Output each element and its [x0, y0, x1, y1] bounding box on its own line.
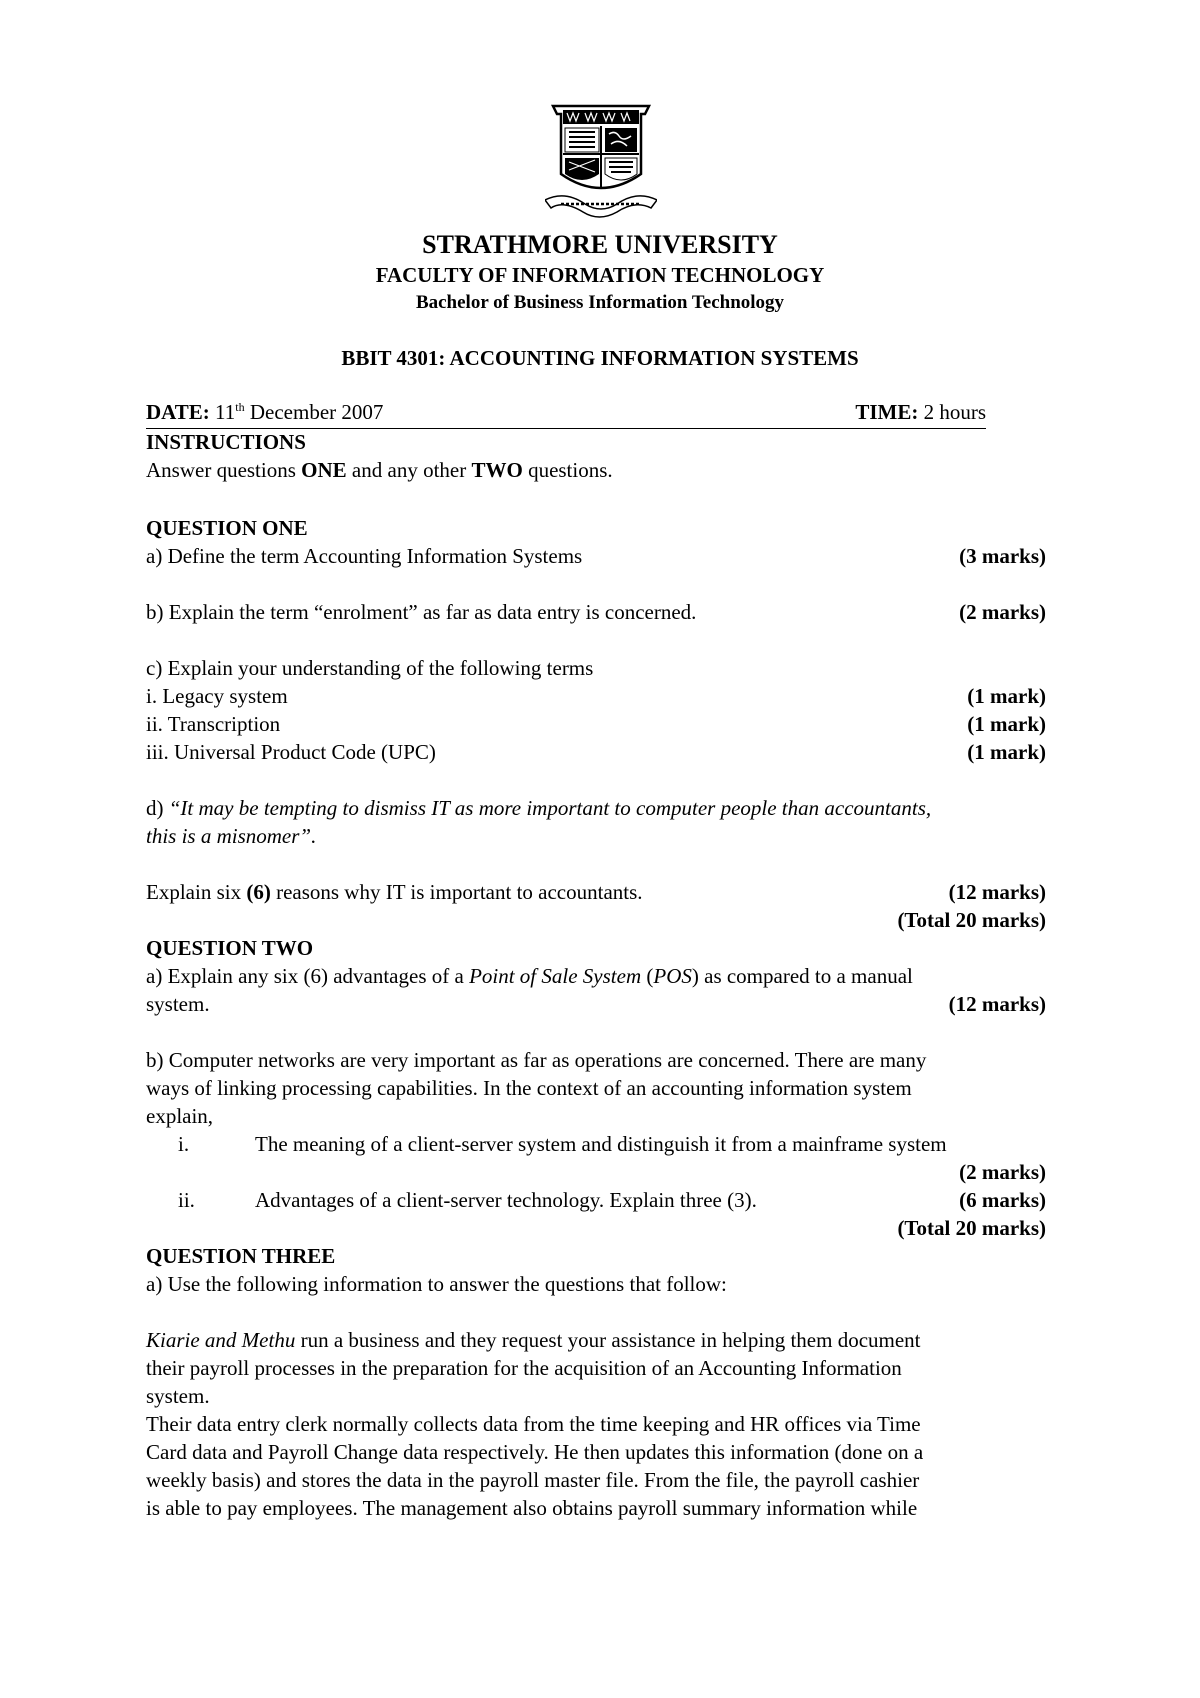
instructions-heading: INSTRUCTIONS: [146, 430, 306, 454]
q2-b1-number: i.: [178, 1132, 190, 1156]
programme-name: Bachelor of Business Information Technology: [415, 292, 785, 313]
q2-b-line1: b) Computer networks are very important as far as operations are concerned. There are many: [146, 1048, 927, 1072]
q1-c3-marks: (1 mark): [967, 740, 1046, 764]
date-time-line: [146, 400, 986, 429]
university-name: STRATHMORE UNIVERSITY: [422, 230, 778, 259]
q2-a-line1: a) Explain any six (6) advantages of a Point of Sale System (POS) as compared to a manual: [146, 964, 913, 988]
q1-b-text: b) Explain the term “enrolment” as far as data entry is concerned.: [146, 600, 697, 624]
faculty-name: FACULTY OF INFORMATION TECHNOLOGY: [375, 263, 825, 287]
q1-a-marks: (3 marks): [959, 544, 1046, 568]
q2-b2-text: Advantages of a client-server technology. Explain three (3).: [255, 1188, 757, 1212]
q3-paragraph2-line3: weekly basis) and stores the data in the payroll master file. From the file, the payroll cashier: [146, 1468, 920, 1492]
q1-c3-text: iii. Universal Product Code (UPC): [146, 740, 436, 764]
q2-b1-marks: (2 marks): [959, 1160, 1046, 1184]
q1-d-quote-line1: d) “It may be tempting to dismiss IT as more important to computer people than accountants,: [146, 796, 932, 820]
q2-a-marks: (12 marks): [948, 992, 1046, 1016]
q1-c2-marks: (1 mark): [967, 712, 1046, 736]
q2-total-marks: (Total 20 marks): [897, 1216, 1046, 1240]
university-crest-logo: [545, 104, 657, 222]
q2-b2-marks: (6 marks): [959, 1188, 1046, 1212]
q1-d-task: Explain six (6) reasons why IT is important to accountants.: [146, 880, 643, 904]
q3-paragraph2-line1: Their data entry clerk normally collects data from the time keeping and HR offices via Time: [146, 1412, 921, 1436]
q3-paragraph1-line3: system.: [146, 1384, 210, 1408]
q1-a-text: a) Define the term Accounting Information Systems: [146, 544, 583, 568]
q2-b-line3: explain,: [146, 1104, 214, 1128]
q1-c2-text: ii. Transcription: [146, 712, 281, 736]
q1-total-marks: (Total 20 marks): [897, 908, 1046, 932]
course-title: BBIT 4301: ACCOUNTING INFORMATION SYSTEMS: [341, 346, 859, 370]
instructions-text: Answer questions ONE and any other TWO questions.: [146, 458, 613, 482]
q2-b-line2: ways of linking processing capabilities. In the context of an accounting information system: [146, 1076, 912, 1100]
q1-d-quote-line2: this is a misnomer”.: [146, 824, 317, 848]
q1-c-text: c) Explain your understanding of the following terms: [146, 656, 594, 680]
q1-d-marks: (12 marks): [948, 880, 1046, 904]
q3-paragraph2-line2: Card data and Payroll Change data respectively. He then updates this information (done on a: [146, 1440, 924, 1464]
question-three-heading: QUESTION THREE: [146, 1244, 336, 1268]
question-two-heading: QUESTION TWO: [146, 936, 314, 960]
q1-b-marks: (2 marks): [959, 600, 1046, 624]
q1-c1-text: i. Legacy system: [146, 684, 288, 708]
q3-paragraph1-line1: Kiarie and Methu run a business and they request your assistance in helping them document: [146, 1328, 921, 1352]
q3-paragraph1-line2: their payroll processes in the preparation for the acquisition of an Accounting Information: [146, 1356, 902, 1380]
question-one-heading: QUESTION ONE: [146, 516, 308, 540]
exam-time: TIME: 2 hours: [855, 400, 986, 424]
q3-a-text: a) Use the following information to answer the questions that follow:: [146, 1272, 727, 1296]
q2-b2-number: ii.: [178, 1188, 195, 1212]
q3-paragraph2-line4: is able to pay employees. The management also obtains payroll summary information while: [146, 1496, 918, 1520]
q1-c1-marks: (1 mark): [967, 684, 1046, 708]
q2-b1-text: The meaning of a client-server system and distinguish it from a mainframe system: [255, 1132, 947, 1156]
exam-date: DATE: 11th December 2007: [146, 400, 384, 424]
q2-a-line2: system.: [146, 992, 210, 1016]
